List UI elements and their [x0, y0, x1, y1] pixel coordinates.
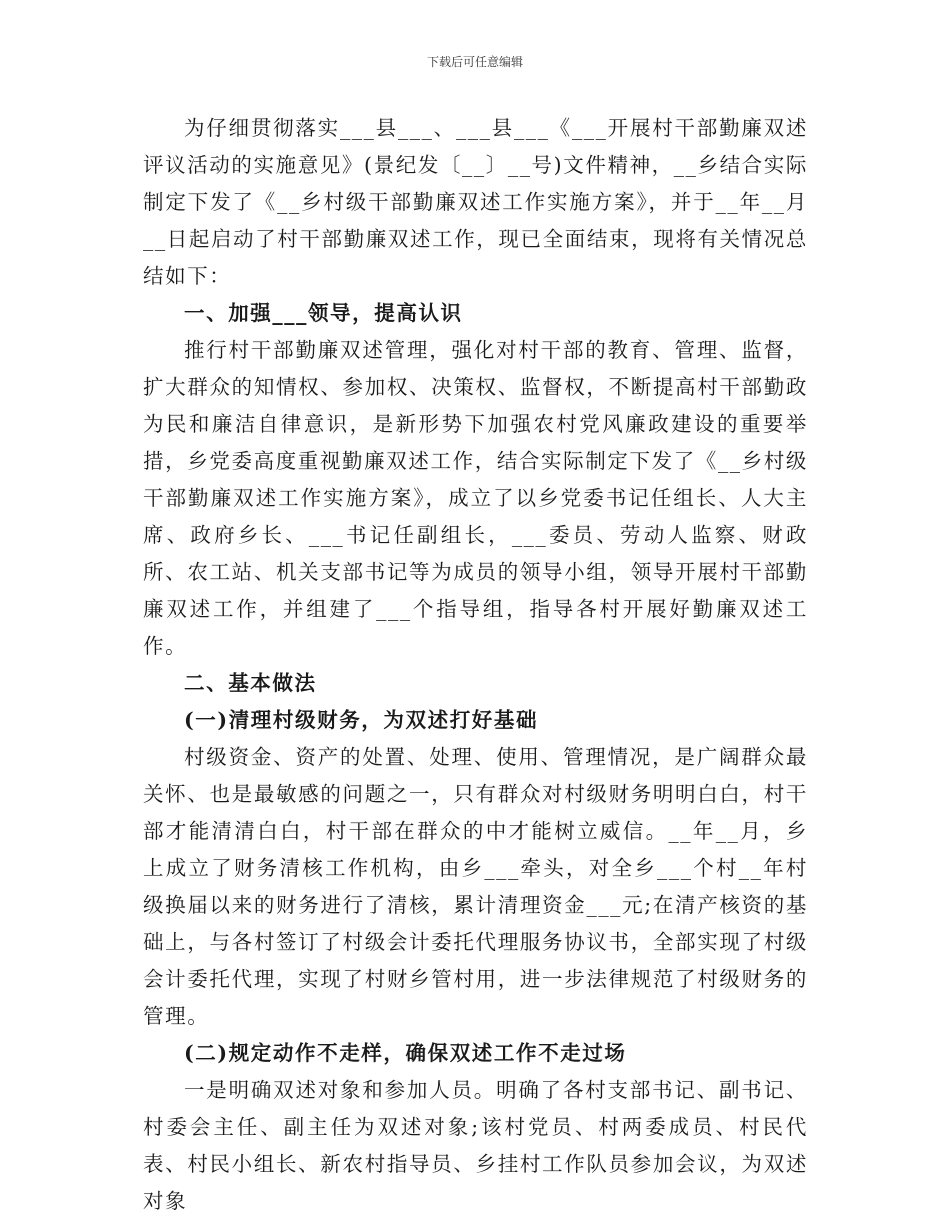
- document-body: [143, 110, 808, 1220]
- paragraph-leadership: 推行村干部勤廉双述管理，强化对村干部的教育、管理、监督，扩大群众的知情权、参加权、决策权、监督权，不断提高村干部勤政为民和廉洁自律意识，是新形势下加强农村党风廉政建设的重要举措，乡党委高度重视勤廉双述工作，结合实际制定下发了《__乡村级干部勤廉双述工作实施方案》，成立了以乡党委书记任组长、人大主席、政府乡长、___书记任副组长，___委员、劳动人监察、财政所、农工站、机关支部书记等为成员的领导小组，领导开展村干部勤廉双述工作，并组建了___个指导组，指导各村开展好勤廉双述工作。: [143, 338, 808, 658]
- subsection-heading-1: (一)清理村级财务，为双述打好基础: [184, 708, 539, 732]
- paragraph-participants: 一是明确双述对象和参加人员。明确了各村支部书记、副书记、村委会主任、副主任为双述对象;该村党员、村两委成员、村民代表、村民小组长、新农村指导员、乡挂村工作队员参加会议，为双述对象: [143, 1078, 808, 1213]
- section-heading-1: 一、加强___领导，提高认识: [184, 301, 463, 325]
- subsection-heading-2: (二)规定动作不走样，确保双述工作不走过场: [184, 1041, 627, 1065]
- paragraph-intro: 为仔细贯彻落实___县___、___县___《___开展村干部勤廉双述评议活动的实施意见》(景纪发〔__〕__号)文件精神，__乡结合实际制定下发了《__乡村级干部勤廉双述工作实施方案》，并于__年__月__日起启动了村干部勤廉双述工作，现已全面结束，现将有关情况总结如下：: [143, 116, 808, 288]
- paragraph-finance: 村级资金、资产的处置、处理、使用、管理情况，是广阔群众最关怀、也是最敏感的问题之一，只有群众对村级财务明明白白，村干部才能清清白白，村干部在群众的中才能树立威信。__年__月，乡上成立了财务清核工作机构，由乡___牵头，对全乡___个村__年村级换届以来的财务进行了清核，累计清理资金___元;在清产核资的基础上，与各村签订了村级会计委托代理服务协议书，全部实现了村级会计委托代理，实现了村财乡管村用，进一步法律规范了村级财务的管理。: [143, 745, 808, 1028]
- section-heading-2: 二、基本做法: [184, 671, 317, 695]
- page-header: 下载后可任意编辑: [426, 55, 523, 69]
